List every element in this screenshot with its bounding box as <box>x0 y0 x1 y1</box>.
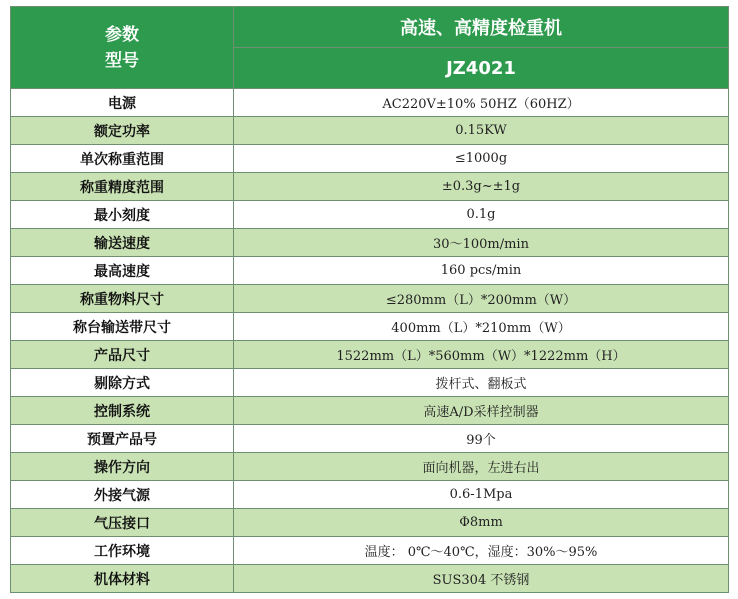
spec-table <box>10 6 729 593</box>
spec-row <box>11 117 729 145</box>
spec-label: 额定功率 <box>11 117 234 145</box>
spec-value: 30～100m/min <box>234 229 729 257</box>
spec-row <box>11 313 729 341</box>
spec-label: 称台输送带尺寸 <box>11 313 234 341</box>
spec-value: 0.1g <box>234 201 729 229</box>
product-model: JZ4021 <box>234 48 729 89</box>
spec-label: 工作环境 <box>11 537 234 565</box>
spec-value: 面向机器，左进右出 <box>234 453 729 481</box>
spec-label: 称重物料尺寸 <box>11 285 234 313</box>
spec-value: 0.15KW <box>234 117 729 145</box>
spec-row <box>11 285 729 313</box>
spec-value: ≤280mm（L）*200mm（W） <box>234 285 729 313</box>
spec-row <box>11 425 729 453</box>
spec-label: 输送速度 <box>11 229 234 257</box>
spec-value: 1522mm（L）*560mm（W）*1222mm（H） <box>234 341 729 369</box>
spec-row <box>11 509 729 537</box>
product-title: 高速、高精度检重机 <box>234 7 729 48</box>
spec-value: AC220V±10% 50HZ（60HZ） <box>234 89 729 117</box>
spec-label: 称重精度范围 <box>11 173 234 201</box>
spec-value: 0.6-1Mpa <box>234 481 729 509</box>
spec-label: 产品尺寸 <box>11 341 234 369</box>
spec-row <box>11 537 729 565</box>
spec-label: 外接气源 <box>11 481 234 509</box>
spec-label: 最小刻度 <box>11 201 234 229</box>
spec-row <box>11 201 729 229</box>
spec-row <box>11 341 729 369</box>
spec-label: 电源 <box>11 89 234 117</box>
spec-row <box>11 397 729 425</box>
spec-value: 温度： 0℃～40℃，湿度：30%～95% <box>234 537 729 565</box>
spec-value: 高速A/D采样控制器 <box>234 397 729 425</box>
spec-value: 拨杆式、翻板式 <box>234 369 729 397</box>
spec-value: ≤1000g <box>234 145 729 173</box>
spec-value: SUS304 不锈钢 <box>234 565 729 593</box>
spec-label: 机体材料 <box>11 565 234 593</box>
spec-value: 99个 <box>234 425 729 453</box>
spec-label: 控制系统 <box>11 397 234 425</box>
spec-row <box>11 369 729 397</box>
spec-value: 160 pcs/min <box>234 257 729 285</box>
spec-row <box>11 565 729 593</box>
param-label: 参数 <box>105 24 139 45</box>
spec-row <box>11 453 729 481</box>
param-model-header-cell <box>11 7 234 89</box>
spec-label: 单次称重范围 <box>11 145 234 173</box>
spec-label: 操作方向 <box>11 453 234 481</box>
spec-label: 剔除方式 <box>11 369 234 397</box>
spec-value: 400mm（L）*210mm（W） <box>234 313 729 341</box>
spec-row <box>11 257 729 285</box>
spec-row <box>11 145 729 173</box>
spec-value: Φ8mm <box>234 509 729 537</box>
spec-label: 气压接口 <box>11 509 234 537</box>
model-label: 型号 <box>105 50 139 71</box>
spec-row <box>11 481 729 509</box>
spec-row <box>11 173 729 201</box>
spec-row <box>11 89 729 117</box>
spec-label: 最高速度 <box>11 257 234 285</box>
spec-value: ±0.3g~±1g <box>234 173 729 201</box>
spec-row <box>11 229 729 257</box>
spec-table-container <box>10 6 728 593</box>
spec-label: 预置产品号 <box>11 425 234 453</box>
